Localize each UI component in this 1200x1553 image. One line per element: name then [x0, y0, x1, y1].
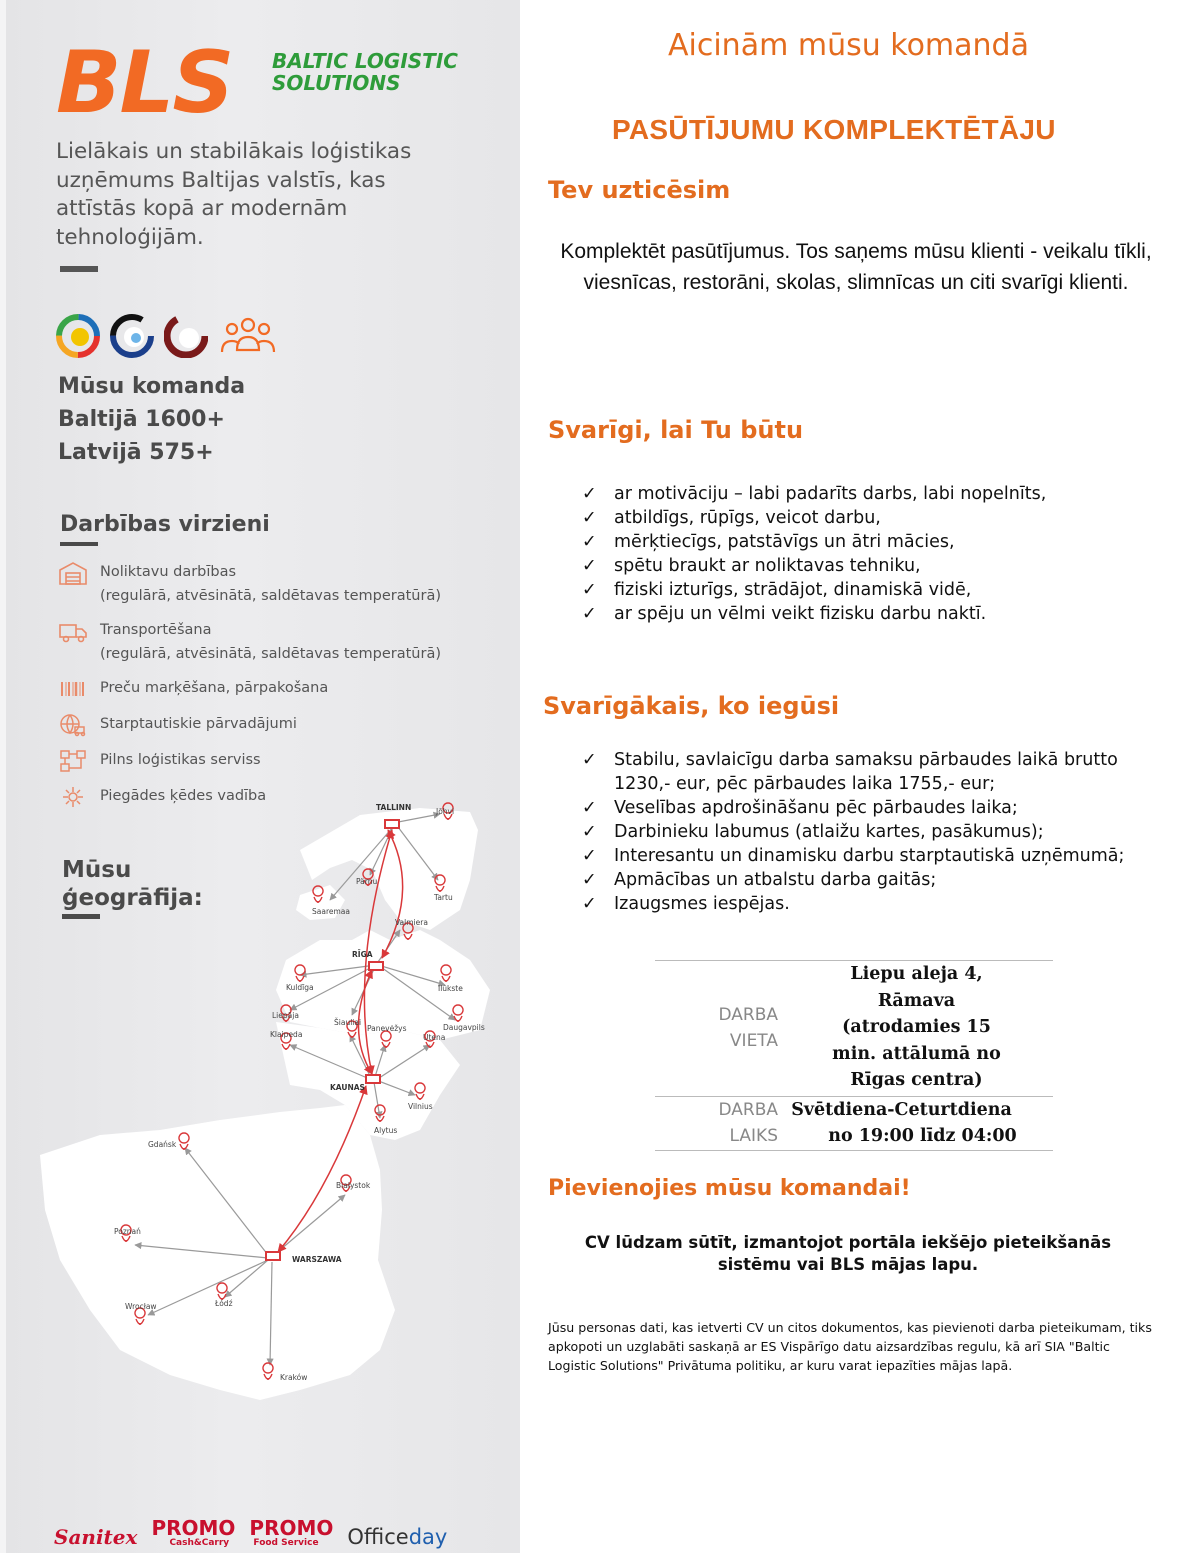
- work-details-table: [655, 960, 1053, 1151]
- checkmark-icon: ✓: [582, 750, 597, 770]
- gain-text: Apmācības un atbalstu darba gaitās;: [614, 870, 937, 890]
- hub-kaunas: [366, 1075, 380, 1083]
- list-item: [582, 844, 1142, 868]
- city-label: Pärnu: [356, 877, 378, 886]
- cv-instructions: CV lūdzam sūtīt, izmantojot portāla iekšējo pieteikšanās sistēmu vai BLS mājas lapu.: [584, 1233, 1112, 1274]
- barcode-icon: [58, 676, 88, 702]
- table-row: [655, 961, 1053, 1097]
- truck-icon: [58, 618, 88, 644]
- checkmark-icon: ✓: [582, 846, 597, 866]
- city-label: Saaremaa: [312, 907, 350, 916]
- company-icons: [56, 314, 278, 358]
- trust-heading: Tev uzticēsim: [548, 176, 731, 204]
- hub-label: WARSZAWA: [292, 1255, 342, 1264]
- city-label: Gdańsk: [148, 1140, 177, 1149]
- direction-label: Preču marķēšana, pārpakošana: [100, 680, 329, 696]
- place-label: [655, 961, 780, 1097]
- logo-name-line2: SOLUTIONS: [272, 71, 401, 95]
- city-label: Tartu: [434, 893, 453, 902]
- logistics-service-icon: [58, 748, 88, 774]
- checkmark-icon: ✓: [582, 604, 597, 624]
- city-label: Białystok: [336, 1181, 371, 1190]
- requirement-text: mērķtiecīgs, patstāvīgs un ātri mācies,: [614, 532, 955, 552]
- requirement-text: ar motivāciju – labi padarīts darbs, labi nopelnīts,: [614, 484, 1047, 504]
- direction-label: Noliktavu darbības: [100, 564, 237, 580]
- geography-title-line1: Mūsu: [62, 857, 132, 883]
- hub-tallinn: [385, 820, 399, 828]
- label-line: DARBA: [718, 1005, 778, 1026]
- team-latvia: Latvijā 575+: [58, 440, 214, 465]
- hub-label: KAUNAS: [330, 1083, 365, 1092]
- gains-list: [582, 748, 1142, 916]
- city-label: Panevėžys: [367, 1024, 407, 1033]
- direction-item: [58, 748, 498, 774]
- direction-sub: (regulārā, atvēsinātā, saldētavas temperatūrā): [100, 646, 441, 662]
- checkmark-icon: ✓: [582, 894, 597, 914]
- requirements-heading: Svarīgi, lai Tu būtu: [548, 416, 804, 444]
- hub-riga: [369, 962, 383, 970]
- officeday-logo: [347, 1526, 447, 1548]
- geography-map: [0, 790, 520, 1430]
- hub-label: RĪGA: [352, 950, 373, 959]
- city-label: Wrocław: [125, 1302, 157, 1311]
- requirement-text: fiziski izturīgs, strādājot, dinamiskā vidē,: [614, 580, 972, 600]
- city-label: Alytus: [374, 1126, 398, 1135]
- list-item: [582, 796, 1142, 820]
- time-days: Svētdiena-Ceturtdiena: [791, 1099, 1012, 1120]
- divider-dash: [60, 266, 98, 272]
- direction-label: Transportēšana: [100, 622, 212, 638]
- partner-logos: [54, 1518, 447, 1548]
- list-item: [582, 868, 1142, 892]
- checkmark-icon: ✓: [582, 870, 597, 890]
- company-tagline: Lielākais un stabilākais loģistikas uzņēmums Baltijas valstīs, kas attīstās kopā ar modernām tehnoloģijām.: [56, 139, 412, 250]
- list-item: [582, 602, 1046, 626]
- requirements-list: [582, 482, 1046, 626]
- gain-text: Veselības apdrošināšanu pēc pārbaudes laika;: [614, 798, 1018, 818]
- list-item: [582, 578, 1046, 602]
- list-item: [582, 820, 1142, 844]
- team-title: Mūsu komanda: [58, 374, 246, 399]
- left-panel: [0, 0, 520, 1553]
- checkmark-icon: ✓: [582, 532, 597, 552]
- list-item: [582, 506, 1046, 530]
- gain-text: Interesantu un dinamisku darbu starptautiskā uzņēmumā;: [614, 846, 1125, 866]
- colorful-circle-icon: [56, 314, 100, 358]
- table-row: [655, 1096, 1053, 1150]
- checkmark-icon: ✓: [582, 798, 597, 818]
- direction-item: [58, 712, 498, 738]
- city-label: Jõhvi: [436, 807, 455, 816]
- team-baltics: Baltijā 1600+: [58, 407, 225, 432]
- checkmark-icon: ✓: [582, 556, 597, 576]
- gains-heading: Svarīgākais, ko iegūsi: [543, 692, 840, 720]
- gain-text: Stabilu, savlaicīgu darba samaksu pārbaudes laikā brutto 1230,- eur, pēc pārbaudes laika 1755,- eur;: [614, 750, 1118, 794]
- promo-food-service-logo: [249, 1518, 333, 1548]
- direction-label: Starptautiskie pārvadājumi: [100, 716, 297, 732]
- job-title: PASŪTĪJUMU KOMPLEKTĒTĀJU: [612, 114, 1056, 145]
- city-label: Utena: [423, 1033, 446, 1042]
- bls-logo-mark: BLS: [56, 33, 233, 133]
- city-label: Ilūkste: [438, 984, 463, 993]
- direction-item: [58, 560, 498, 608]
- gain-text: Izaugsmes iespējas.: [614, 894, 790, 914]
- list-item: [582, 892, 1142, 916]
- requirement-text: ar spēju un vēlmi veikt fizisku darbu naktī.: [614, 604, 987, 624]
- city-label: Poznań: [114, 1227, 141, 1236]
- promo-label: PROMO: [249, 1516, 334, 1540]
- sanitex-logo: Sanitex: [54, 1525, 138, 1549]
- directions-underline: [60, 542, 98, 546]
- team-counts: [58, 370, 245, 469]
- direction-item: [58, 618, 498, 666]
- direction-label: Pilns loģistikas serviss: [100, 752, 261, 768]
- checkmark-icon: ✓: [582, 822, 597, 842]
- time-value: [780, 1096, 1053, 1150]
- label-line: VIETA: [729, 1031, 778, 1052]
- city-label: Daugavpils: [443, 1023, 485, 1032]
- hub-warszawa: [266, 1252, 280, 1260]
- day-part: day: [408, 1525, 448, 1549]
- list-item: [582, 748, 1142, 796]
- dark-red-swirl-icon: [164, 314, 208, 358]
- direction-item: [58, 676, 498, 702]
- blue-swirl-icon: [110, 314, 154, 358]
- checkmark-icon: ✓: [582, 508, 597, 528]
- city-label: Valmiera: [395, 918, 428, 927]
- checkmark-icon: ✓: [582, 484, 597, 504]
- city-label: Kraków: [280, 1373, 308, 1382]
- promo-sub: Cash&Carry: [169, 1538, 230, 1548]
- label-line: LAIKS: [729, 1126, 778, 1146]
- city-label: Šiauliai: [334, 1018, 362, 1027]
- city-label: Łódź: [215, 1299, 233, 1308]
- requirement-text: atbildīgs, rūpīgs, veicot darbu,: [614, 508, 881, 528]
- trust-text: Komplektēt pasūtījumus. Tos saņems mūsu klienti - veikalu tīkli, viesnīcas, restorāni, skolas, slimnīcas un citi svarīgi klienti.: [560, 240, 1152, 294]
- promo-label: PROMO: [151, 1516, 236, 1540]
- direction-label: Piegādes ķēdes vadība: [100, 788, 267, 804]
- promo-sub: Food Service: [253, 1538, 319, 1548]
- people-group-icon: [218, 316, 278, 356]
- list-item: [582, 530, 1046, 554]
- direction-sub: (regulārā, atvēsinātā, saldētavas temperatūrā): [100, 588, 441, 604]
- city-label: Vilnius: [408, 1102, 433, 1111]
- gain-text: Darbinieku labumus (atlaižu kartes, pasākumus);: [614, 822, 1044, 842]
- hub-label: TALLINN: [376, 803, 412, 812]
- list-item: [582, 482, 1046, 506]
- geography-title-line2: ģeogrāfija:: [62, 885, 203, 911]
- warehouse-icon: [58, 560, 88, 586]
- time-label: [655, 1096, 780, 1150]
- city-label: Kuldīga: [286, 983, 314, 992]
- join-heading: Pievienojies mūsu komandai!: [548, 1176, 911, 1201]
- label-line: DARBA: [718, 1100, 778, 1120]
- time-hours: no 19:00 līdz 04:00: [828, 1126, 1017, 1146]
- directions-title: Darbības virzieni: [60, 512, 270, 537]
- directions-list: [58, 560, 498, 820]
- requirement-text: spētu braukt ar noliktavas tehniku,: [614, 556, 921, 576]
- privacy-notice: Jūsu personas dati, kas ietverti CV un citos dokumentos, kas pievienoti darba pieteikumam, tiks apkopoti un uzglabāti saskaņā ar ES Vispārīgo datu aizsardzības regulu, kā arī SIA "Baltic Logistic Solutions" Privātuma politiku, ar kuru varat iepazīties mājas lapā.: [548, 1320, 1152, 1373]
- city-label: Klaipeda: [270, 1030, 303, 1039]
- office-part: Office: [347, 1525, 409, 1549]
- list-item: [582, 554, 1046, 578]
- globe-truck-icon: [58, 712, 88, 738]
- promo-cash-carry-logo: [151, 1518, 235, 1548]
- city-label: Liepāja: [272, 1011, 299, 1020]
- place-value: Liepu aleja 4, Rāmava (atrodamies 15 min. attālumā no Rīgas centra): [832, 964, 1001, 1090]
- bls-logo-name: [272, 50, 458, 94]
- invite-heading: Aicinām mūsu komandā: [668, 28, 1029, 63]
- checkmark-icon: ✓: [582, 580, 597, 600]
- logo-name-line1: BALTIC LOGISTIC: [272, 49, 458, 73]
